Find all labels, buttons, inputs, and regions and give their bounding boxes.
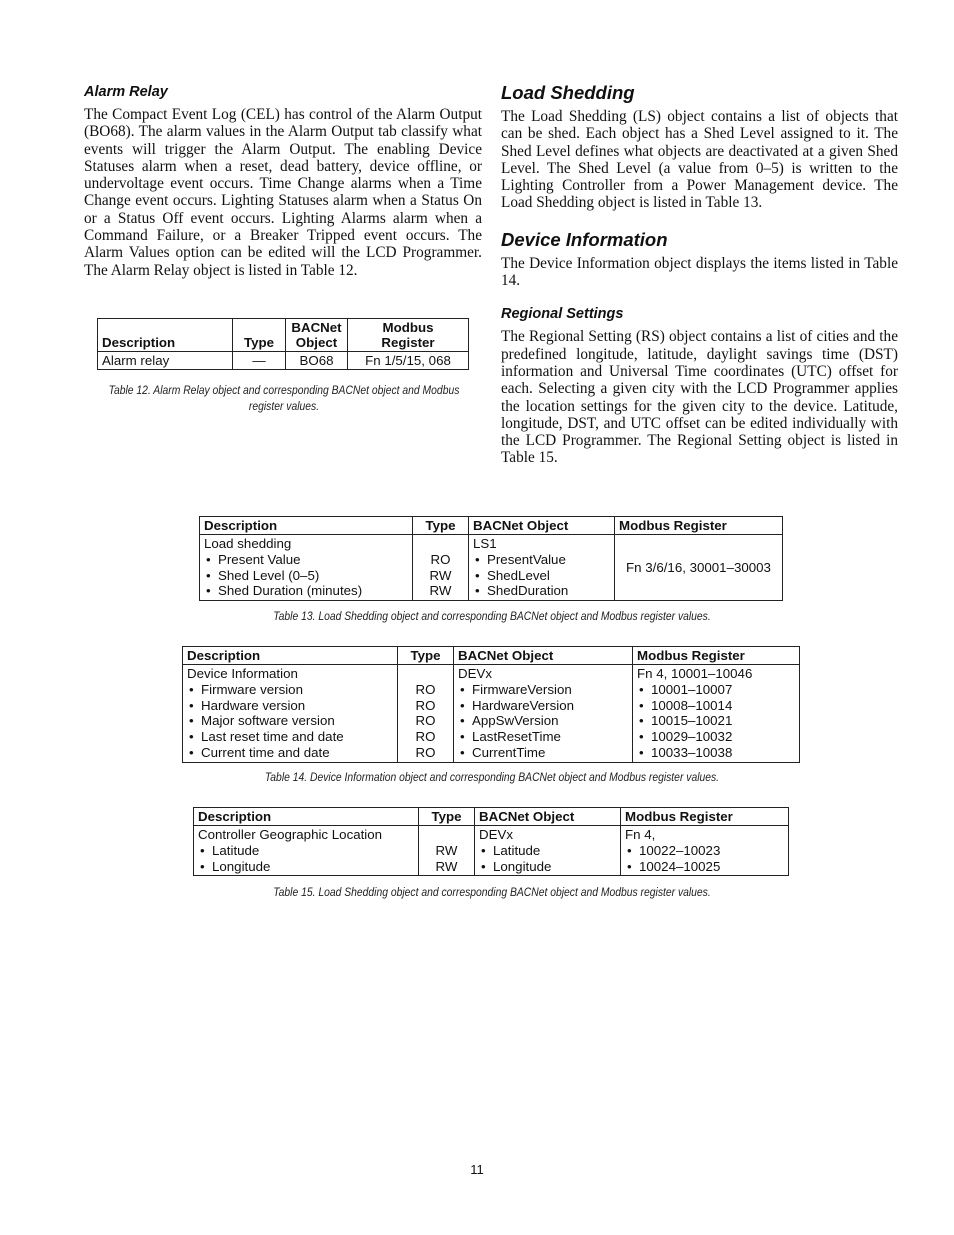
list-item: • 10008–10014 [637, 698, 795, 714]
t13-cell-type [413, 535, 469, 601]
list-item: • ShedDuration [473, 583, 610, 599]
t13-type-value: RW [429, 583, 452, 599]
t14-cell-type [398, 665, 454, 763]
table-12-caption-line1: Table 12. Alarm Relay object and corresponding BACNet object and Modbus [108, 385, 460, 397]
list-item: • 10024–10025 [625, 859, 784, 875]
table-14-caption: Table 14. Device Information object and corresponding BACNet object and Modbus register values. [264, 772, 720, 784]
table-13 [199, 516, 783, 601]
t14-type-value: RO [415, 729, 436, 745]
alarm-relay-body: The Compact Event Log (CEL) has control of the Alarm Output (BO68). The alarm values in the Alarm Output tab classify what events will trigger the Alarm Output. The enabling Device Statuses alarm when a reset, dead battery, device offline, or undervoltage event occurs. Time Change alarms when a Time Change event occurs. Lighting Statuses alarm when a Status On or a Status Off event occurs. Lighting Alarms alarm when a Command Failure, or a Breaker Tripped event occurs. The Alarm Values option can be edited will the LCD Programmer. The Alarm Relay object is listed in Table 12. [84, 106, 482, 279]
t13-type-value: RO [430, 551, 451, 567]
t14-description-title: Device Information [187, 666, 298, 681]
t15-type-value: RW [435, 858, 458, 874]
list-item: • Current time and date [187, 745, 393, 761]
left-column [84, 84, 482, 279]
list-item: • Shed Duration (minutes) [204, 583, 408, 599]
list-item: • Hardware version [187, 698, 393, 714]
t12-header-description: Description [98, 319, 233, 352]
t12-header-modbus [348, 319, 469, 352]
list-item: • Latitude [198, 843, 414, 859]
page-number: 11 [470, 1162, 484, 1177]
list-item: • Latitude [479, 843, 616, 859]
list-item: • 10022–10023 [625, 843, 784, 859]
t12-header-bacnet-line2: Object [295, 335, 338, 350]
t13-cell-description [200, 535, 413, 601]
device-information-heading: Device Information [501, 228, 668, 250]
regional-settings-heading: Regional Settings [501, 306, 624, 323]
t13-bacnet-title: LS1 [473, 536, 497, 551]
list-item: • ShedLevel [473, 568, 610, 584]
load-shedding-body: The Load Shedding (LS) object contains a list of objects that can be shed. Each object has a Shed Level assigned to it. The Shed Level defines what objects are deactivated at a given Shed Level. The Shed Level (a value from 0–5) is written to the Lighting Controller from a Power Management device. The Load Shedding object is listed in Table 13. [501, 108, 898, 212]
t15-header-type: Type [419, 808, 475, 826]
list-item: • Shed Level (0–5) [204, 568, 408, 584]
t14-type-value: RO [415, 697, 436, 713]
t15-modbus-list [625, 843, 784, 875]
list-item: • Firmware version [187, 682, 393, 698]
device-information-body: The Device Information object displays the items listed in Table 14. [501, 254, 898, 290]
t12-cell-type: — [233, 352, 286, 370]
right-column [501, 82, 898, 467]
t15-description-list [198, 843, 414, 875]
t15-cell-bacnet [475, 826, 621, 876]
t12-header-modbus-line2: Register [381, 335, 435, 350]
t14-header-description: Description [183, 647, 398, 665]
alarm-relay-heading: Alarm Relay [84, 84, 168, 100]
t14-header-modbus: Modbus Register [633, 647, 800, 665]
list-item: • LastResetTime [458, 729, 628, 745]
t13-cell-modbus: Fn 3/6/16, 30001–30003 [615, 535, 783, 601]
regional-settings-body: The Regional Setting (RS) object contains a list of cities and the predefined longitude, latitude, daylight savings time (DST) information and Universal Time coordinates (UTC) offset for each. Selecting a given city with the LCD Programmer applies the location settings for the given city to the device. Latitude, longitude, DST, and UTC offset can be edited individually with the LCD Programmer. The Regional Setting object is listed in Table 15. [501, 328, 898, 467]
list-item: • CurrentTime [458, 745, 628, 761]
t12-header-type: Type [233, 319, 286, 352]
t12-header-bacnet [286, 319, 348, 352]
t13-description-list [204, 552, 408, 599]
t12-cell-modbus: Fn 1/5/15, 068 [348, 352, 469, 370]
t14-modbus-title: Fn 4, 10001–10046 [637, 666, 753, 681]
t13-type-value: RW [429, 567, 452, 583]
list-item: • 10029–10032 [637, 729, 795, 745]
table-15-caption: Table 15. Load Shedding object and corresponding BACNet object and Modbus register values. [273, 887, 711, 899]
t14-bacnet-list [458, 682, 628, 761]
t13-cell-bacnet [469, 535, 615, 601]
t14-cell-description [183, 665, 398, 763]
list-item: • Longitude [479, 859, 616, 875]
t15-cell-type [419, 826, 475, 876]
list-item: • Longitude [198, 859, 414, 875]
list-item: • Last reset time and date [187, 729, 393, 745]
t12-header-modbus-line1: Modbus [382, 320, 434, 335]
t14-cell-bacnet [454, 665, 633, 763]
t15-header-bacnet: BACNet Object [475, 808, 621, 826]
load-shedding-heading: Load Shedding [501, 82, 635, 103]
t15-header-modbus: Modbus Register [621, 808, 789, 826]
list-item: • PresentValue [473, 552, 610, 568]
t15-description-title: Controller Geographic Location [198, 827, 383, 842]
list-item: • FirmwareVersion [458, 682, 628, 698]
list-item: • AppSwVersion [458, 713, 628, 729]
table-13-caption: Table 13. Load Shedding object and corresponding BACNet object and Modbus register values. [273, 611, 711, 623]
t14-type-value: RO [415, 744, 436, 760]
t15-cell-modbus [621, 826, 789, 876]
t14-description-list [187, 682, 393, 761]
t13-header-type: Type [413, 517, 469, 535]
t12-cell-bacnet: BO68 [286, 352, 348, 370]
t12-cell-description: Alarm relay [98, 352, 233, 370]
table-row [98, 352, 469, 370]
t15-bacnet-title: DEVx [479, 827, 513, 842]
t14-cell-modbus [633, 665, 800, 763]
list-item: • HardwareVersion [458, 698, 628, 714]
table-12 [97, 318, 469, 370]
list-item: • 10015–10021 [637, 713, 795, 729]
list-item: • Major software version [187, 713, 393, 729]
t15-bacnet-list [479, 843, 616, 875]
table-14 [182, 646, 800, 763]
t13-header-description: Description [200, 517, 413, 535]
t15-cell-description [194, 826, 419, 876]
t14-bacnet-title: DEVx [458, 666, 492, 681]
list-item: • Present Value [204, 552, 408, 568]
t14-type-value: RO [415, 681, 436, 697]
list-item: • 10033–10038 [637, 745, 795, 761]
t15-type-value: RW [435, 842, 458, 858]
table-row [183, 665, 800, 763]
t14-modbus-list [637, 682, 795, 761]
table-row [200, 535, 783, 601]
t13-bacnet-list [473, 552, 610, 599]
t15-modbus-title: Fn 4, [625, 827, 656, 842]
table-12-caption [86, 383, 482, 415]
table-12-caption-line2: register values. [248, 401, 320, 413]
t14-header-bacnet: BACNet Object [454, 647, 633, 665]
table-15 [193, 807, 789, 876]
t13-description-title: Load shedding [204, 536, 292, 551]
table-row [194, 826, 789, 876]
t12-header-bacnet-line1: BACNet [291, 320, 342, 335]
t14-type-value: RO [415, 713, 436, 729]
t15-header-description: Description [194, 808, 419, 826]
t14-header-type: Type [398, 647, 454, 665]
t13-header-bacnet: BACNet Object [469, 517, 615, 535]
t13-header-modbus: Modbus Register [615, 517, 783, 535]
list-item: • 10001–10007 [637, 682, 795, 698]
